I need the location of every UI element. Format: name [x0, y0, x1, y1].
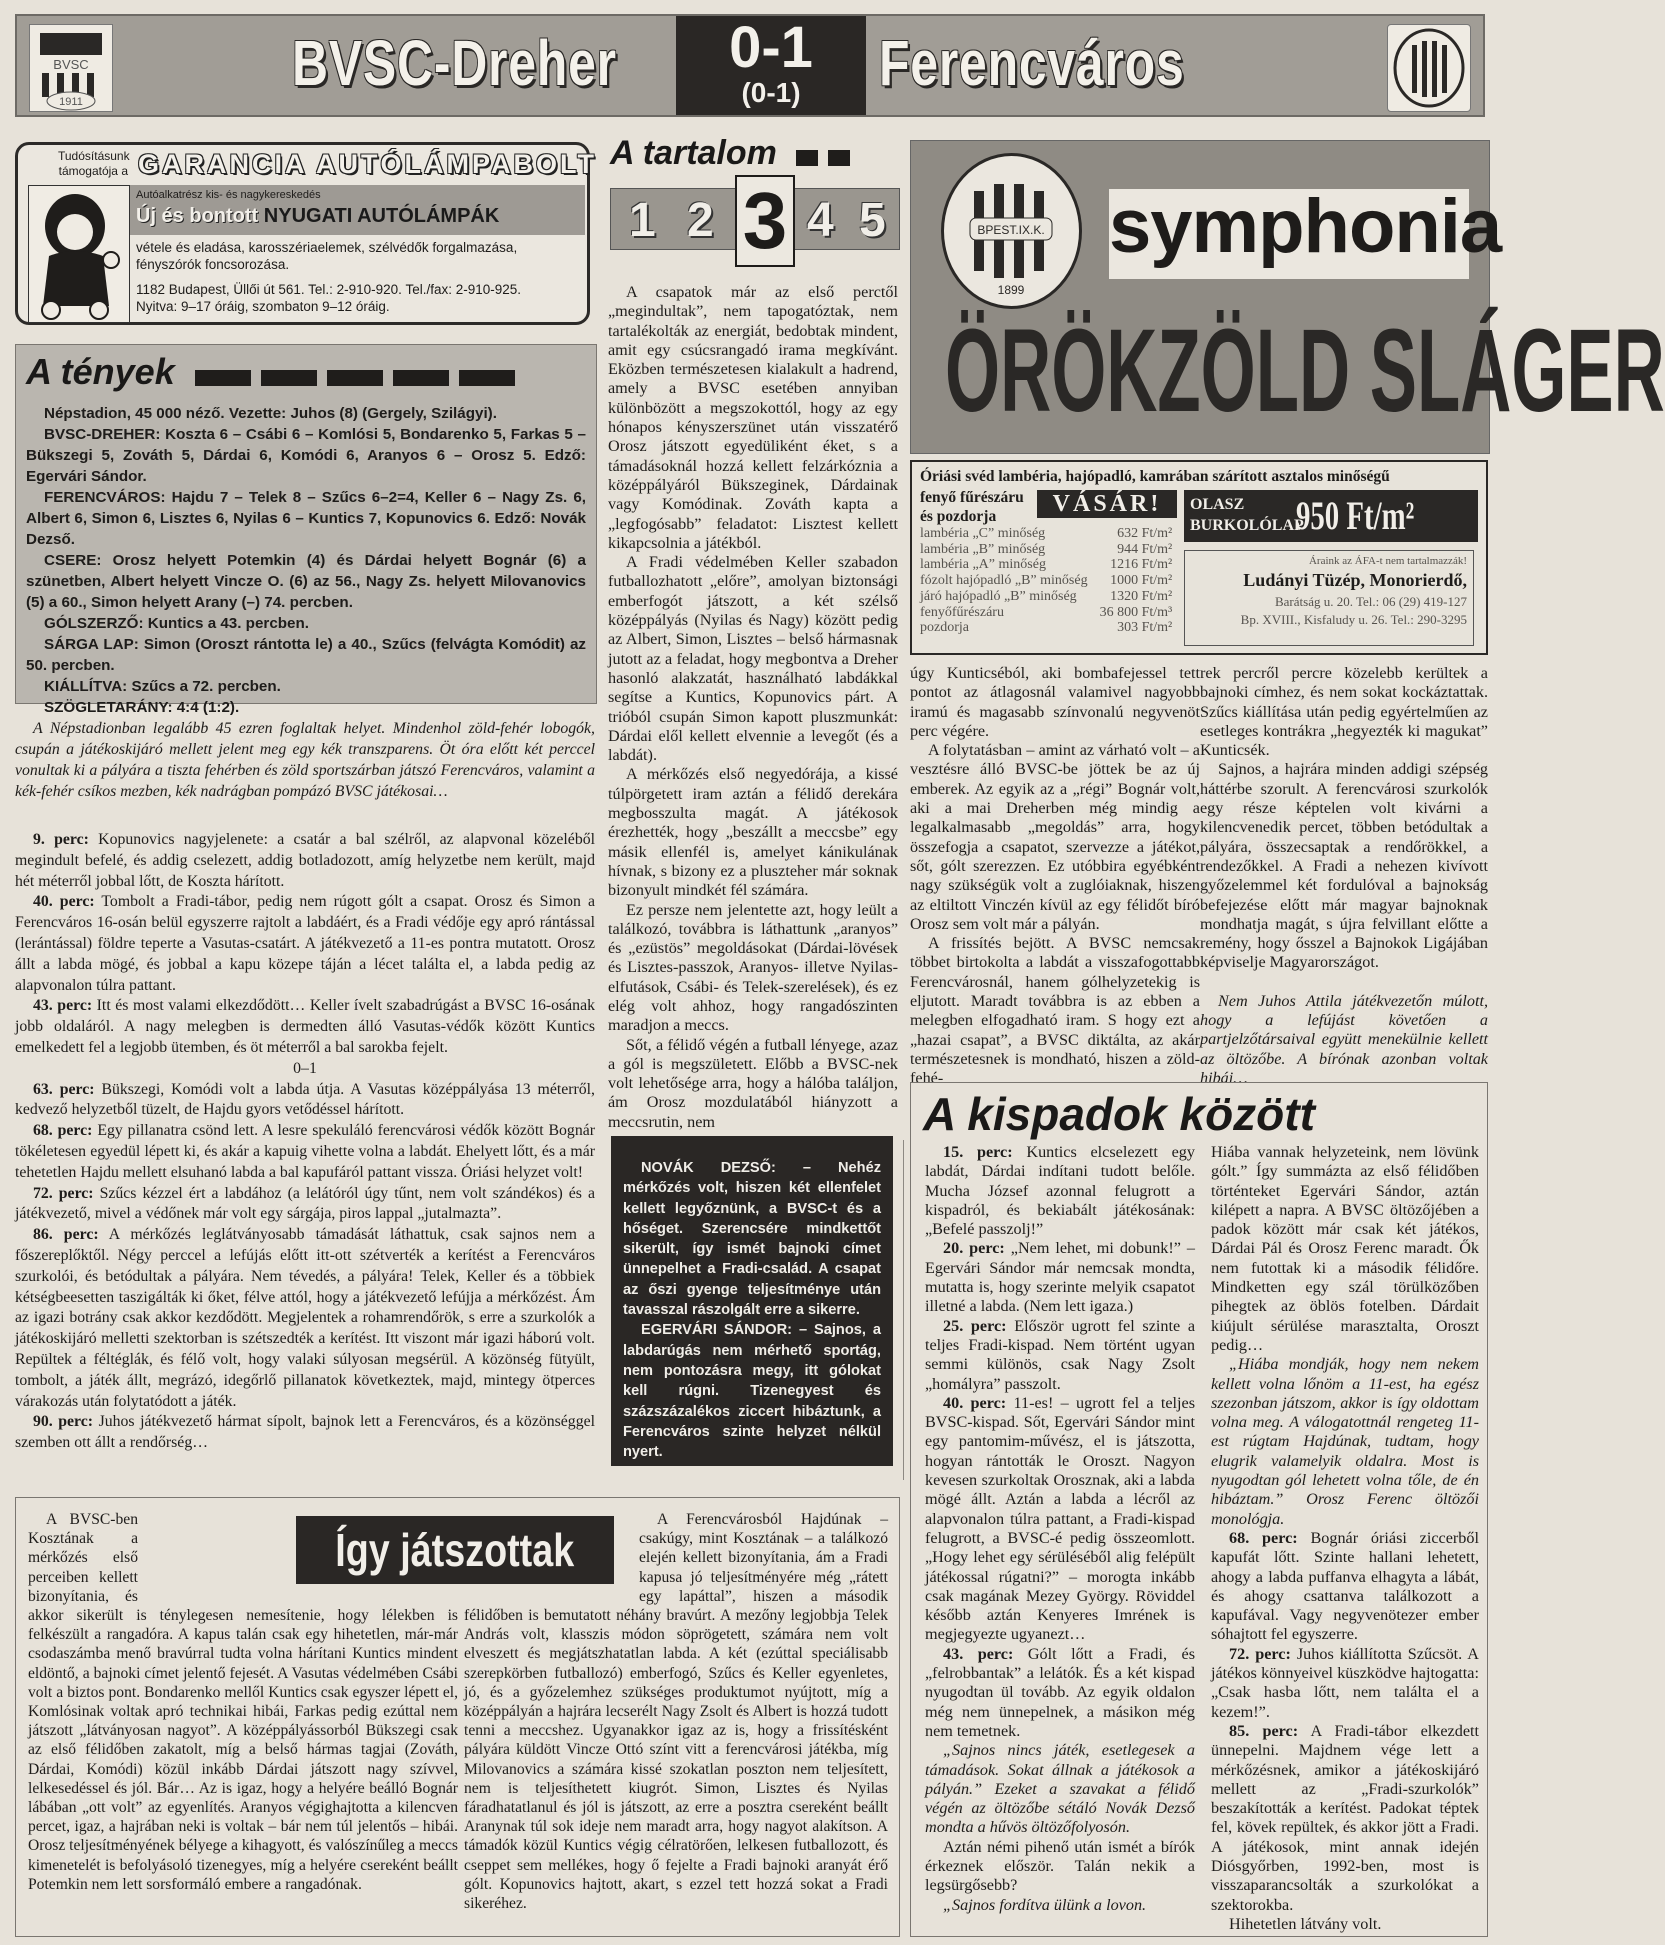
bench-text: Hihetetlen látvány volt. [1229, 1914, 1382, 1933]
report-paragraph: A csapatok már az első perctől „megindultak”, nem tapogatóztak, nem tartalékolták az energiát, bedobtak mindent, amit egy csúcsrangadó irama megkívánt. Eközben természetesen kialakult a hadrend, amely a BVSC esetében annyiban különbözött a megszokottól, hogy az egy hónapos kényszerszünet után visszatérő Orosz játszott egyedüliként éket, s a támadásoknál hozzá kellett felzárkóznia a középpályáról Bükszeginek, Dárdainak vagy Komódinak. Zováth kapta a „legfogósabb” feladatot: Lisztest kellett kikapcsolnia a játékból. [608, 283, 898, 552]
price-row [920, 573, 1172, 589]
lumber-sub: fenyő fűrészáru és pozdorja [920, 489, 1024, 525]
rating-1: 1 [629, 194, 656, 247]
minute-label: 43. perc: [33, 997, 93, 1015]
price-item: lambéria „A” minőség [920, 557, 1046, 573]
price-value: 303 Ft/m² [1117, 620, 1173, 636]
price-row [920, 526, 1172, 542]
ftc-crest-large-icon [941, 153, 1082, 309]
minute-text: Kopunovics nagyjelenete: a csatár a bal szélről, az alapvonal közeléből megindult befelé, és addig cselezett, addig botladozott, amíg helyzetbe nem került, majd hét méterről jobbal lőtt, de Koszta hárított. [15, 831, 596, 890]
bench-entry [925, 1317, 1195, 1394]
bench-entry [1211, 1529, 1479, 1645]
tile-offer [1184, 490, 1478, 542]
facts-away-lineup: FERENCVÁROS: Hajdu 7 – Telek 8 – Szűcs 6–2=4, Keller 6 – Nagy Zs. 6, Albert 6, Simon 6, Lisztes 6, Nyilas 6 – Kuntics 7, Kopunovics 6. Edző: Novák Dezső. [26, 489, 586, 548]
bench-text: „Nem lehet, mi dobunk!” – Egervári Sándor már nemcsak mondta, mutatta is, hogy szerinte melyik csapatot illetné a labda. (Nem lett igaza.) [925, 1239, 1195, 1316]
heading-bars-decoration [185, 353, 515, 395]
report-paragraph: Sajnos, a hajrára minden addigi szépség háttérbe szorult. A ferencvárosi szurkolók egy része képtelen volt kivárni a kilencvenedik percet, többen betódultak a pályára, összecsaptak a rendőrökkel, a rendezőkkel. A Fradi a nehezen kivívott győzelemmel két fordulóval a bajnokság befejezése előtt már magyar bajnoknak mondhatja magát, s újra felvillant előtte a remény, hogy ősszel a Bajnokok Ligájában képviselje Magyarországot. [1200, 760, 1488, 972]
price-row [920, 542, 1172, 558]
bench-text: Hiába vannak helyzeteink, nem lövünk gólt.” Így summázta az első félidőben történteket Egervári Sándor, aztán kilépett a napra. A BVSC öltözőjében a padok között már csak két játékos, Dárdai Pál és Orosz Ferenc maradt. Ők nem futottak ki a második félidőre. Mindketten egy szál törülközőben pihegtek az öblös fotelben. Dárdait kiújult sérülése marasztalta, Oroszt pedig… [1211, 1143, 1479, 1354]
minute-text: Bükszegi, Komódi volt a labda útja. A Vasutas középpályása 13 méterről, kedvező helyzetből tüzelt, de Hajdu gyors vetődéssel hárított. [15, 1080, 596, 1119]
price-item: lambéria „C” minőség [920, 526, 1046, 541]
played-fradi-text: A Ferencvárosból Hajdúnak – csakúgy, mint Kosztának – a találkozó elején kellett bizonyítania, ám a Fradi kapusa jó teljesítményére még „rátett egy lapáttal”, hiszen a második félidőben is bemutatott néhány bravúrt. A mezőny legjobbja Telek András volt, klasszis módon söprögetett, számára nem volt elveszett és megjátszhatatlan labda. A két (ezúttal speciálisabb szerepkörben futballozó) emberfogó, Szűcs és Keller egyenletes, jó, és a győzelemhez szükséges produktumot nyújtott, míg a középpályán a hajrára lecserélt Nagy Zsolt és Albert is hozzá tudott tenni a meccshez. Ugyanakkor igaz az is, hogy a frissítésként pályára küldött Vincze Ottó színt vitt a ferencvárosi játékba, míg Milovanovics a számára kissé szokatlan poszton nem teljesített, nem is teljesíthetett kiugrót. Simon, Lisztes és Nyilas fáradhatatlanul és jól is játszott, az erre a posztra csereként beállt Aranynak túl sok ideje nem maradt arra, hogy nagyot alakítson. A támadók közül Kuntics végig célratörően, lelkesen futballozott, és cseppet sem mellékes, hogy ő fejelte a Fradi bajnoki aranyát érő gólt. Kopunovics hajtott, akart, s ezzel tett hozzá sokat a Fradi sikeréhez. [464, 1511, 888, 1913]
bench-text: Először ugrott fel szinte a teljes Fradi-kispad. Nem történt ugyan semmi különös, csak Nagy Zsolt „homályra” passzolt. [925, 1316, 1195, 1393]
minute-label: 86. perc: [33, 1226, 99, 1244]
bench-entry [1211, 1645, 1479, 1722]
minute-label: 9. perc: [33, 831, 89, 848]
rating-2: 2 [687, 194, 714, 247]
price-item: pozdorja [920, 620, 969, 636]
facts-corners: SZÖGLETARÁNY: 4:4 (1:2). [44, 699, 240, 716]
price-row [920, 589, 1172, 605]
report-paragraph: A mérkőzés első negyedórája, a kissé túlpörgetett iram aztán a félidő derekára megbosszulta magát. A játékosok érezhették, hogy „beszállt a meccsbe” egy másik ellenfél is, amelyet kánikulának hívnak, s bizony ez a pluszteher már soknak bizonyult mindkét fél számára. [608, 765, 898, 900]
facts-substitutions: CSERE: Orosz helyett Potemkin (4) és Dárdai helyett Bognár (6) a szünetben, Albert helyett Vincze O. (6) az 56., Nagy Zs. helyett Milovanovics (5) a 60., Simon helyett Arany (–) 74. percben. [26, 552, 586, 611]
report-paragraph: A Fradi védelmében Keller szabadon futballozhatott „előre”, amolyan biztonsági emberfogót játszott, a két szélső középpályás (Nyilas és Nagy) között pedig az Albert, Simon, Lisztes – belső hármasnak jutott az a feladat, hogy megbontva a Dreher hasonló alakzatát, használható labdákkal segítse a Kuntics, Kopunovics párt. A trióból csupán Simon kapott pluszmunkát: Dárdai elől kellett elvennie a levegőt (és a labdát). [608, 553, 898, 765]
bench-text: Bognár óriási ziccerből kapufát lőtt. Szinte hallani lehetett, ahogy a labda puffanva elhagyta a lábát, és ahogy csattanva találkozott a kapufával. Vagy negyvenötezer ember sóhajtott fel egyszerre. [1211, 1528, 1479, 1644]
report-paragraph: A folytatásban – amint az várható volt – a vesztésre álló BVSC-be jöttek be az új emberek. Az egyik az a „régi” Bognár volt, aki a mai Dreherben még mindig a legalkalmasabb „megoldás” arra, hogy összefogja a csapatot, szervezze a játékot, sőt, gólt szerezzen. Ez utóbbira egyébként nagy szükségük volt a zuglóiaknak, hiszen az eltiltott Vinczén kívül az egy félidőt bíró Orosz sem volt már a pályán. [910, 741, 1200, 933]
minute-text: Egy pillanatra csönd lett. A lesre spekuláló ferencvárosi védők között Bognár tökéletesen egyedül lépett ki, és akár a kapuig vihette volna a labdát. Ehelyett lőtt, és a már tehetetlen Hajdu mellett elsuhanó labda a bal kapufáról pattant vissza. Óriási helyzet volt! [15, 1122, 595, 1181]
sponsor-supporter-label: Tudósításunk támogatója a [58, 149, 130, 178]
referee-note: Nem Juhos Attila játékvezetőn múlott, hogy a lefújást követően a partjelzőtársaival együtt menekülnie kellett az öltözőbe. A bírónak azonban voltak hibái… [1200, 991, 1488, 1087]
report-column-right-1 [910, 664, 1200, 1089]
sponsor-tagline: Autóalkatrész kis- és nagykereskedés [136, 189, 321, 201]
minute-label: 40. perc: [943, 1393, 1007, 1412]
bench-quote: „Sajnos nincs játék, esetlegesek a támadások. Sokat állnak a játékosok a pályán.” Ezeket a szavakat a félidő végén az öltözőbe sétáló Novák Dezső mondta a hűvös öltözőfolyosón. [925, 1741, 1195, 1837]
sponsor-address: 1182 Budapest, Üllői út 561. Tel.: 2-910-920. Tel./fax: 2-910-925. [136, 282, 522, 297]
minute-label: 20. perc: [943, 1239, 1005, 1258]
sponsor-hours: Nyitva: 9–17 óráig, szombaton 9–12 óráig. [136, 299, 390, 314]
played-heading [296, 1516, 614, 1584]
rating-selected: 3 [735, 175, 795, 267]
facts-body [26, 403, 586, 718]
sponsor-brand: GARANCIA AUTÓLÁMPABOLT [138, 149, 597, 179]
player-ratings-box [15, 1497, 900, 1937]
bvsc-crest-year: 1911 [59, 96, 83, 108]
quote-egervari: EGERVÁRI SÁNDOR: – Sajnos, a labdarúgás nem mérhető sportág, nem pontozásra megy, itt gólokat kell rúgni. Tizenegyest és százszázalékos ziccert hibáztunk, a Ferencváros szinte helyzet nélkül nyert. [623, 1322, 881, 1461]
bench-entry [925, 1896, 1195, 1915]
bench-entry [1211, 1355, 1479, 1529]
minute-entry [15, 996, 595, 1058]
halftime-score: (0-1) [741, 77, 801, 108]
facts-heading-text: A tények [26, 351, 175, 392]
minute-entry [15, 1121, 595, 1183]
bench-entry [1211, 1143, 1479, 1355]
sponsor-ad-garancia [15, 142, 597, 325]
bvsc-crest-text: BVSC [53, 57, 89, 72]
minute-entry [15, 830, 595, 892]
rating-5: 5 [859, 194, 886, 247]
bench-entry [925, 1645, 1195, 1741]
sponsor-description: vétele és eladása, karosszériaelemek, szélvédők forgalmazása, fényszórók foncsorozása. [136, 240, 518, 272]
bench-entry [1211, 1915, 1479, 1934]
match-header-banner [15, 14, 1485, 117]
minute-label: 85. perc: [1229, 1721, 1299, 1740]
ftc-crest-icon [1387, 24, 1471, 112]
facts-home-lineup: BVSC-DREHER: Koszta 6 – Csábi 6 – Komlósi 5, Bondarenko 5, Farkas 5 – Bükszegi 5, Zováth 5, Dárdai 6, Komódi 6, Aranyos 6 – Orosz 5. Edző: Egervári Sándor. [26, 426, 586, 485]
bench-text: Gólt lőtt a Fradi, és „felrobbantak” a lelátók. És a két kispad nyugodtan ül tovább. Az egyik oldalon még nem ünnepelnek, a másikon még nem temetnek. [925, 1644, 1196, 1740]
symphonia-brand: symphonia [1109, 184, 1502, 269]
minute-entry [15, 1080, 595, 1122]
crest-inner-text: BPEST.IX.K. [977, 223, 1045, 237]
facts-scorer: GÓLSZERZŐ: Kuntics a 43. percben. [44, 615, 309, 632]
minute-text: Szűcs kézzel ért a labdához (a lelátóról úgy tűnt, nem volt szándékos) és a játékvezető, mivel a védőnek már volt egy sárgája, piros lappal „jutalmazta”. [15, 1184, 595, 1223]
minute-label: 43. perc: [943, 1644, 1014, 1663]
bench-entry [925, 1741, 1195, 1837]
price-value: 36 800 Ft/m³ [1099, 604, 1173, 620]
symphonia-ad [910, 140, 1665, 454]
minute-entry [15, 1412, 595, 1454]
price-item: fenyőfűrészáru [920, 604, 1004, 620]
price-item: lambéria „B” minőség [920, 541, 1046, 557]
bvsc-crest-icon [29, 24, 113, 112]
minute-text: Itt és most valami elkezdődött… Keller ívelt szabadrúgást a BVSC 16-osának jobb oldaláról. A nagy melegben is dermedten álló Vasutas-védők között Kuntics emelkedett fel a legjobb ütemben, és öt méterről a bal sarokba fejelt. [15, 997, 595, 1056]
bench-entry [925, 1394, 1195, 1645]
score-box [676, 16, 866, 115]
bench-text: A Fradi-tábor elkezdett ünnepelni. Majdnem vége lett a mérkőzésnek, amikor a játékoskijáró mellett az „Fradi-szurkolók” beszakították a kerítést. Padokat téptek fel, kövek repültek, és akkor jött a Fradi. A játékosok, mint annak idején Diósgyőrben, 1992-ben, most is visszaparancsolták a szurkolókat a szektorokba. [1211, 1721, 1479, 1914]
mascot-thumbs-up-icon [28, 185, 130, 323]
sponsor-contact [136, 281, 591, 315]
report-paragraph: A frissítés bejött. A BVSC nemcsak többet birtokolta a labdát a visszafogottabb Ferencvárosnál, hanem gólhelyzetekig is eljutott. Maradt továbbra is az ebben a melegben elfogadható iram. S hogy ezt a „hazai csapat”, a BVSC diktálta, az akár természetesnek is mondható, hiszen a zöld-fehé- [910, 934, 1200, 1088]
minute-entry [15, 892, 595, 996]
bench-heading: A kispadok között [923, 1088, 1315, 1140]
tile-label: OLASZ BURKOLÓLAP [1190, 496, 1304, 534]
minute-by-minute [15, 830, 595, 1454]
minute-text: Tombolt a Fradi-tábor, pedig nem rúgott gólt a csapat. Orosz és Simon a Ferencváros 16-osán belül egyszerre rajtolt a labdáért, és a Fradi védője egy apró rántással (lerántással) földre teperte a Vasutas-csatárt. A játékvezető a 11-es pontra mutatott. Orosz állt a labda mögé, és jobbal a kapu közepe táján a lécet találta el, a labda pedig az alapvonalon túlra pattant. [15, 893, 595, 994]
lumber-ad [910, 460, 1488, 655]
minute-label: 90. perc: [33, 1413, 94, 1431]
quote-novak: NOVÁK DEZSŐ: – Nehéz mérkőzés volt, hiszen két ellenfelet kellett legyőznünk, a BVSC-t és a hőséget. Szerencsére mindkettőt sikerült, így ismét bajnoki címet ünnepelhet a Fradi-család. A csapat az őszi gyenge teljesítménye után tavasszal rászolgált erre a sikerre. [623, 1160, 881, 1319]
played-heading-text: Így játszottak [335, 1524, 575, 1576]
rating-4: 4 [807, 194, 834, 247]
contents-heading-text: A tartalom [610, 134, 777, 172]
coach-quotes-box [611, 1136, 893, 1466]
report-column-right-2 [1200, 664, 1488, 1088]
minute-label: 72. perc: [1229, 1644, 1291, 1663]
price-list [920, 526, 1172, 636]
minute-label: 15. perc: [943, 1143, 1013, 1161]
minute-label: 63. perc: [33, 1080, 95, 1098]
tile-price: 950 Ft/m² [1296, 493, 1415, 538]
bench-text: Juhos kiállította Szűcsöt. A játékos könnyeivel küszködve hajtogatta: „Csak hasba lőtt, nem találta el a kezem!”. [1211, 1644, 1479, 1721]
bench-text: 11-es! – ugrott fel a teljes BVSC-kispad. Sőt, Egervári Sándor mint egy pantomim-művész, el is játszotta, hogyan rántották le Oroszt. Nagyon kevesen szurkoltak Orosznak, aki a labda mögé állt. Aztán a labda a lécről az alapvonalon túlra pattant, a Fradi-kispad felugrott, a BVSC-é pedig összeomlott. „Hogy lehet egy sérüléséből alig felépült játékossal rúgatni?” – morogta inkább csak magának Mezey György. Röviddel később aztán Kenyeres Imrének is megjegyezte ugyanezt… [925, 1393, 1195, 1644]
minute-label: 68. perc: [1229, 1528, 1298, 1547]
minute-entry [15, 1184, 595, 1226]
report-paragraph: úgy Kunticséból, aki bombafejessel tett pontot az átlagosnál valamivel nagyobb iramú és magasabb színvonalú negyvenöt perc végére. [910, 664, 1200, 740]
facts-heading [26, 351, 515, 395]
minute-label: 68. perc: [33, 1122, 93, 1140]
intro-text: A Népstadionban legalább 45 ezren foglaltak helyet. Mindenhol zöld-fehér lobogók, csupán a játékoskijáró mellett jelent meg egy kék transzparens. Öt óra előtt két perccel vonultak ki a pályára a tiszta fehérben és zöld sportszárban játszó Ferencváros, valamint a kék-fehér csíkos mezben, kék nadrágban pompázó BVSC játékosai… [15, 720, 595, 800]
price-value: 632 Ft/m² [1117, 526, 1173, 541]
bench-text: Aztán némi pihenő után ismét a bírók érkeznek először. Talán nekik a legsürgősebb? [925, 1837, 1195, 1895]
price-item: járó hajópadló „B” minőség [920, 588, 1077, 604]
minute-entry [15, 1225, 595, 1412]
sponsor-headline [136, 205, 499, 228]
price-value: 1216 Ft/m² [1110, 557, 1173, 573]
price-item: fózolt hajópadló „B” minőség [920, 573, 1088, 589]
shop-address-1: Barátság u. 20. Tel.: 06 (29) 419-127 [1274, 594, 1467, 609]
final-score: 0-1 [729, 15, 813, 80]
minute-text: A mérkőzés leglátványosabb támadását láthattuk, csak sajnos nem a főszereplőktől. Négy perccel a lefújás előtt itt-ott szétverték a kerítést a Ferencváros szurkolói, és betódultak a pályára. Nem tévedés, a pályára! Telek, Keller és a többiek kétségbeesetten taszigálták ki őket, félve attól, hogy a játékvezető lefújja a mérkőzést. Ám az igazi botrány csak akkor kezdődött. Megjelentek a rohamrendőrök, s erre a szurkolók a játékoskijáró melletti szektorban is szétszedték a kerítést. Itt viszont már igazi háború volt. Repültek a féltéglák, és félő volt, hogy valaki súlyosan megsérül. A közönség fütyült, tombolt, a játék állt, megrázó, idegőrlő pillanatok következtek, majd, mintegy ötperces várakozás után folytatódott a játék. [15, 1226, 595, 1410]
vat-note: Áraink az ÁFA-t nem tartalmazzák! [1308, 555, 1467, 567]
bench-box [910, 1082, 1488, 1937]
minute-label: 25. perc: [943, 1316, 1007, 1335]
crest-year-text: 1899 [997, 283, 1025, 297]
bench-quote: „Hiába mondják, hogy nem nekem kellett volna lőnöm a 11-est, ha egész szezonban játszom, akkor is így oldottam volna meg. A válogatottnál rengeteg 11-est rúgtam Hajdúnak, tudtam, hogy elugrik valamelyik oldalra. Most is nyugodtan gól lehetett volna tőle, de én hibáztam.” Orosz Ferenc öltözői monológja. [1211, 1355, 1479, 1528]
minute-text: Juhos játékvezető hármat sípolt, bajnok lett a Ferencváros, és a közönséggel szemben ott állt a rendőrség… [15, 1413, 595, 1452]
bench-quote: „Sajnos fordítva ülünk a lovon. [943, 1895, 1147, 1914]
shop-info [1184, 550, 1474, 646]
price-row [920, 605, 1172, 621]
shop-name: Ludányi Tüzép, Monorierdő, [1243, 570, 1467, 590]
facts-venue: Népstadion, 45 000 néző. Vezette: Juhos (8) (Gergely, Szilágyi). [44, 405, 497, 422]
contents-heading [610, 134, 850, 175]
facts-sent-off: KIÁLLÍTVA: Szűcs a 72. percben. [44, 678, 281, 695]
minute-label: 40. perc: [33, 893, 95, 911]
match-intro [15, 718, 595, 802]
sponsor-headline-dark: NYUGATI AUTÓLÁMPÁK [263, 205, 500, 227]
column-divider [903, 1140, 904, 1480]
report-paragraph: Ez persze nem jelentette azt, hogy leült a találkozó, továbbra is láthattunk „aranyos” és „ezüstös” megoldásokat (Dárdai-lövések és Lisztes-passzok, Aranyos- illetve Nyilas-elfutások, Csábi- és Telek-szerelések), és ez elég volt ahhoz, hogy rangadószinten maradjon a meccs. [608, 900, 898, 1035]
sale-badge: VÁSÁR! [1037, 490, 1177, 518]
home-team-name: BVSC-Dreher [292, 27, 617, 99]
away-team-name: Ferencváros [879, 27, 1185, 99]
facts-box [15, 344, 597, 716]
symphonia-brand-box [1109, 184, 1502, 279]
shop-address-2: Bp. XVIII., Kisfaludy u. 26. Tel.: 290-3295 [1240, 612, 1467, 627]
played-bvsc-text: A BVSC-ben Kosztának a mérkőzés első perceiben kellett bizonyítania, és akkor sikerült is ténylegesen nemesítenie, hogy lélekben is felkészült a rangadóra. A kapus talán csak egy hihetetlen, már-már csodaszámba menő bravúrral tudta volna hárítani Kuntics mindent eldöntő, a bajnoki címet jelentő fejesét. A Vasutas védelmében Csábi volt a biztos pont. Bondarenko mellől Kuntics csak egyszer lépett el, Komlósinak voltak apró technikai hibái, Farkas pedig ezúttal nem játszott „látványosan nagyot”. A középpályássorból Bükszegi csak az első félidőben zakatolt, míg a belső hármas tagjai (Zováth, Dárdai, Komódi) közül inkább Dárdai játszott nagy szívvel, lelkesedéssel és jól. Bár… Az is igaz, hogy a helyére beálló Bognár lábában „ott volt” az egyenlítés. Aranyos végighajtotta a kilencven percet, igaz, a hajrában neki is voltak – bár nem túl jelentős – hibái. Orosz teljesítményének bélyege a kihagyott, és valószínűleg a meccs kimenetelét is befolyásoló tizenegyes, míg a helyére csereként beállt Potemkin nem lett sorsformáló embere a rangadónak. [28, 1511, 458, 1893]
report-column-middle [608, 283, 898, 1132]
lumber-headline: Óriási svéd lambéria, hajópadló, kamrában szárított asztalos minőségű [920, 468, 1390, 485]
price-value: 1000 Ft/m² [1110, 573, 1173, 589]
price-row [920, 620, 1172, 636]
contents-rating-scale [610, 176, 900, 265]
minute-label: 72. perc: [33, 1184, 94, 1202]
symphonia-slogan: ÖRÖKZÖLD SLÁGER [945, 305, 1665, 437]
heading-bars-decoration [786, 136, 850, 175]
bench-column-1 [925, 1143, 1195, 1915]
goal-marker: 0–1 [293, 1059, 317, 1077]
price-row [920, 557, 1172, 573]
report-paragraph: Sőt, a félidő végén a futball lényege, azaz a gól is megszületett. Előbb a BVSC-nek volt lehetősége arra, hogy a hálóba találjon, ám Orosz mozdulatából hiányzott a meccsrutin, nem [608, 1035, 898, 1131]
report-paragraph: rek percről percre közelebb kerültek a bajnoki címhez, és nem sokat kockáztattak. Szűcs kiállítása után pedig egyértelműen az esetleges kontrákra „hegyezték ki magukat” Kunticsék. [1200, 664, 1488, 760]
sponsor-headline-light: Új és bontott [136, 205, 259, 227]
bench-entry [925, 1143, 1195, 1239]
bench-entry [925, 1838, 1195, 1896]
price-value: 944 Ft/m² [1117, 541, 1173, 557]
bench-entry [925, 1239, 1195, 1316]
bench-entry [1211, 1722, 1479, 1915]
bench-column-2 [1211, 1143, 1479, 1934]
price-value: 1320 Ft/m² [1110, 588, 1173, 604]
bench-text: Kuntics elcselezett egy labdát, Dárdai indítani tudott belőle. Mucha József azonnal felugrott a kispadról, és bekiabált játékosának: „Befelé passzolj!” [925, 1143, 1195, 1239]
facts-yellow-cards: SÁRGA LAP: Simon (Oroszt rántotta le) a 40., Szűcs (felvágta Komódit) az 50. percben. [26, 636, 586, 674]
